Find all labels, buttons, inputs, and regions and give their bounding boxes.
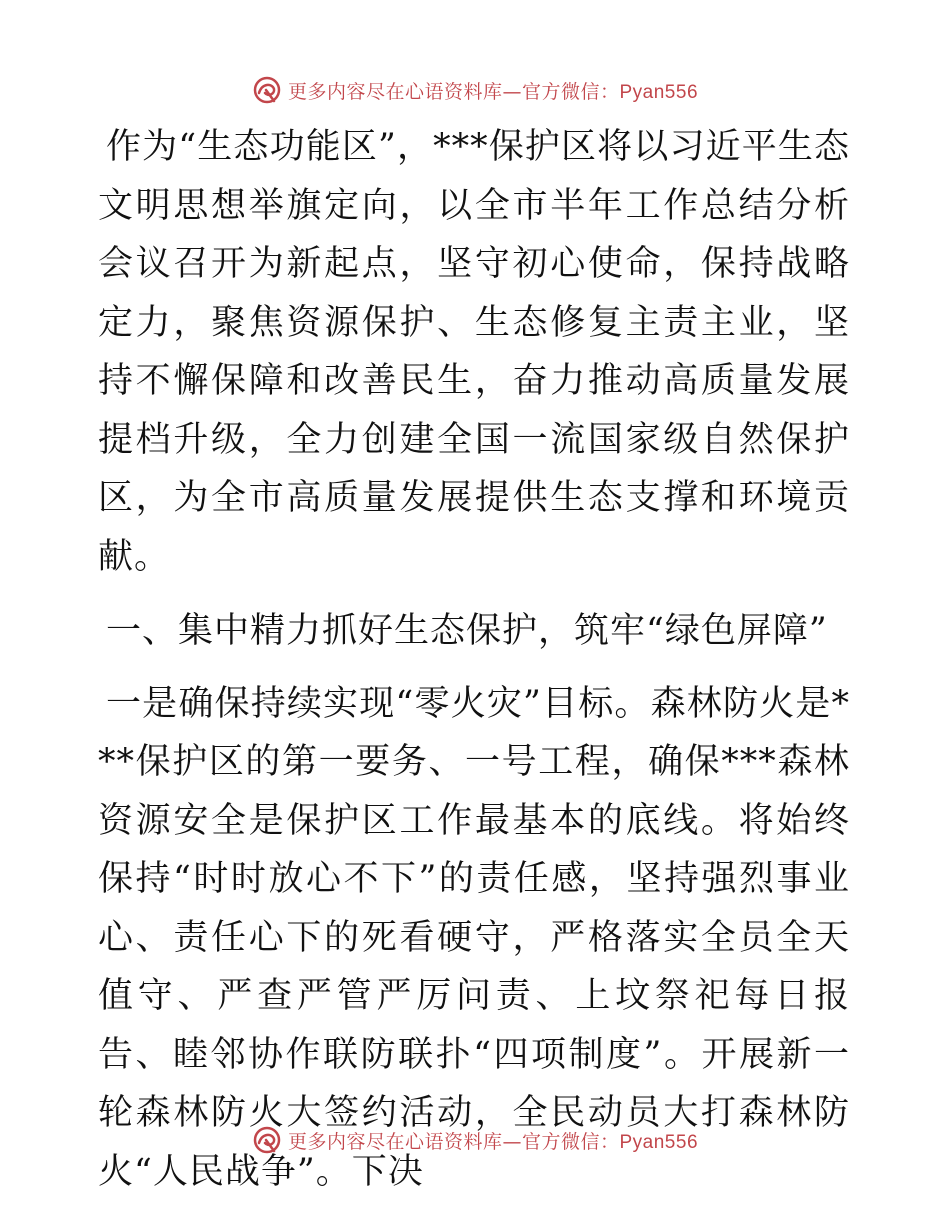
- footer-watermark-text: 更多内容尽在心语资料库—官方微信：: [287, 1130, 620, 1153]
- paragraph-fire-prevention: 一是确保持续实现“零火灾”目标。森林防火是***保护区的第一要务、一号工程，确保***森林资源安全是保护区工作最基本的底线。将始终保持“时时放心不下”的责任感，坚持强烈事业心、责任心下的死看硬守，严格落实全员全天值守、严查严管严厉问责、上坟祭祀每日报告、睦邻协作联防联扑“四项制度”。开展新一轮森林防火大签约活动，全民动员大打森林防火“人民战争”。下决: [98, 683, 850, 1192]
- footer-watermark-id: Pyan556: [619, 1131, 699, 1153]
- swirl-logo-icon: [252, 75, 282, 105]
- footer-watermark: [0, 1120, 950, 1160]
- swirl-logo-icon: [252, 1125, 282, 1155]
- paragraph-intro: 作为“生态功能区”，***保护区将以习近平生态文明思想举旗定向，以全市半年工作总结分析会议召开为新起点，坚守初心使命，保持战略定力，聚焦资源保护、生态修复主责主业，坚持不懈保障和改善民生，奋力推动高质量发展提档升级，全力创建全国一流国家级自然保护区，为全市高质量发展提供生态支撑和环境贡献。: [98, 127, 850, 577]
- document-body: [98, 118, 850, 1201]
- section-heading: 一、集中精力抓好生态保护，筑牢“绿色屏障”: [106, 611, 828, 651]
- header-watermark: [0, 70, 950, 110]
- header-watermark-id: Pyan556: [619, 81, 699, 103]
- header-watermark-text: 更多内容尽在心语资料库—官方微信：: [287, 80, 620, 103]
